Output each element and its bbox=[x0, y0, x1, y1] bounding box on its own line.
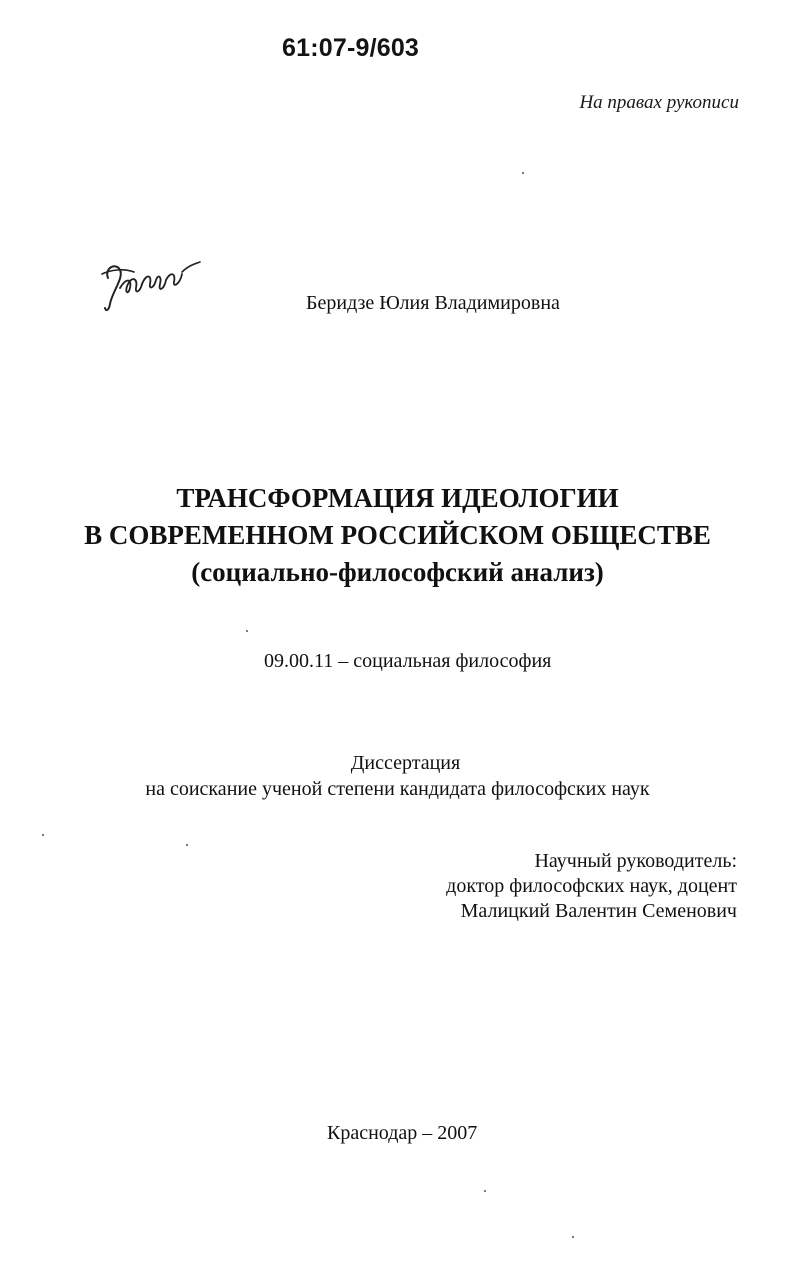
place-and-year: Краснодар – 2007 bbox=[327, 1122, 478, 1144]
scan-speck bbox=[42, 834, 44, 836]
dissertation-type: Диссертация bbox=[350, 752, 461, 774]
scan-speck bbox=[572, 1236, 574, 1238]
scan-speck bbox=[484, 1190, 486, 1192]
dissertation-description bbox=[0, 750, 795, 802]
author-name: Беридзе Юлия Владимировна bbox=[306, 292, 560, 314]
handwritten-signature bbox=[94, 248, 204, 320]
specialty-code: 09.00.11 – социальная философия bbox=[264, 650, 552, 672]
supervisor-label: Научный руководитель: bbox=[534, 850, 737, 872]
scan-speck bbox=[186, 844, 188, 846]
supervisor-name: Малицкий Валентин Семенович bbox=[460, 900, 737, 922]
scan-speck bbox=[246, 630, 248, 632]
title-line-2: В СОВРЕМЕННОМ РОССИЙСКОМ ОБЩЕСТВЕ bbox=[84, 520, 711, 550]
dissertation-degree: на соискание ученой степени кандидата философских наук bbox=[145, 778, 650, 800]
scan-speck bbox=[522, 172, 524, 174]
title-subtitle: (социально-философский анализ) bbox=[191, 557, 604, 587]
supervisor-block bbox=[446, 849, 737, 924]
dissertation-title bbox=[0, 480, 795, 591]
supervisor-degree: доктор философских наук, доцент bbox=[446, 875, 737, 897]
archive-stamp-number: 61:07-9/603 bbox=[282, 34, 420, 62]
title-line-1: ТРАНСФОРМАЦИЯ ИДЕОЛОГИИ bbox=[176, 483, 619, 513]
manuscript-rights-note: На правах рукописи bbox=[579, 92, 739, 113]
